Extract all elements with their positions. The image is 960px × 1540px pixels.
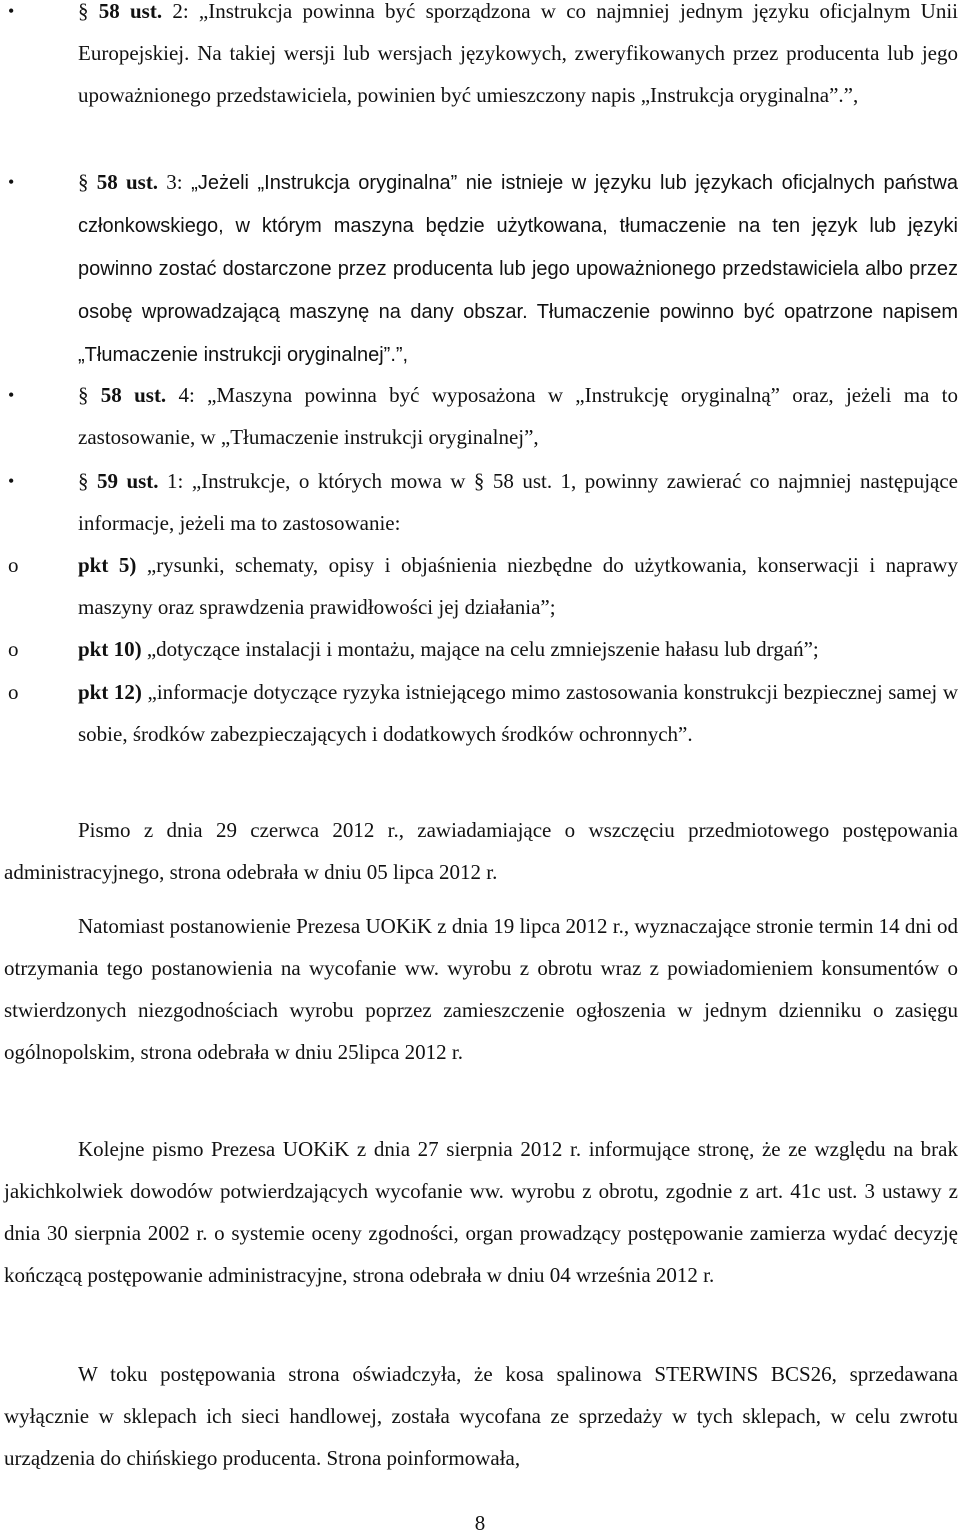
legal-provision-item bbox=[8, 0, 958, 116]
provision-text: „Instrukcje, o których mowa w § 58 ust. 1, powinny zawierać co najmniej następujące informacje, jeżeli ma to zastosowanie: bbox=[78, 469, 959, 535]
sub-provision-item bbox=[8, 544, 958, 628]
provision-reference: 58 ust. bbox=[100, 383, 167, 407]
subprovision-text: „informacje dotyczące ryzyka istniejącego mimo zastosowania konstrukcji bezpiecznej samej w sobie, środków zabezpieczających i dodatkowych środków ochronnych”. bbox=[78, 680, 958, 746]
bullet-icon: • bbox=[8, 385, 15, 405]
sub-provision-item bbox=[8, 628, 958, 670]
provision-number: 3: bbox=[158, 170, 183, 194]
body-paragraph: W toku postępowania strona oświadczyła, że kosa spalinowa STERWINS BCS26, sprzedawana wyłącznie w sklepach ich sieci handlowej, została wycofana ze sprzedaży w tych sklepach, w celu zwrotu urządzenia do chińskiego producenta. Strona poinformowała, bbox=[4, 1362, 958, 1470]
provision-number: 2: bbox=[162, 0, 189, 23]
circle-bullet-icon: o bbox=[8, 553, 19, 577]
subprovision-reference: pkt 12) bbox=[78, 680, 142, 704]
section-sign: § bbox=[78, 469, 97, 493]
body-paragraph: Pismo z dnia 29 czerwca 2012 r., zawiadamiające o wszczęciu przedmiotowego postępowania administracyjnego, strona odebrała w dniu 05 lipca 2012 r. bbox=[4, 818, 958, 884]
subprovision-text: „rysunki, schematy, opisy i objaśnienia niezbędne do użytkowania, konserwacji i naprawy maszyny oraz sprawdzenia prawidłowości jej działania”; bbox=[78, 553, 958, 619]
body-paragraph: Natomiast postanowienie Prezesa UOKiK z dnia 19 lipca 2012 r., wyznaczające stronie termin 14 dni od otrzymania tego postanowienia na wycofanie ww. wyrobu z obrotu wraz z powiadomieniem konsumentów o stwierdzonych niezgodnościach wyrobu poprzez zamieszczenie ogłoszenia w jednym dzienniku o zasięgu ogólnopolskim, strona odebrała w dniu 25lipca 2012 r. bbox=[4, 914, 958, 1064]
circle-bullet-icon: o bbox=[8, 637, 19, 661]
provision-text: „Jeżeli „Instrukcja oryginalna” nie istnieje w języku lub językach oficjalnych państwa członkowskiego, w którym maszyna będzie użytkowana, tłumaczenie na ten język lub języki powinno zostać dostarczone przez producenta lub jego upoważnionego przedstawiciela albo przez osobę wprowadzającą maszynę na dany obszar. Tłumaczenie powinno być opatrzone napisem „Tłumaczenie instrukcji oryginalnej”.”, bbox=[78, 172, 958, 366]
circle-bullet-icon: o bbox=[8, 680, 19, 704]
provision-text: „Maszyna powinna być wyposażona w „Instrukcję oryginalną” oraz, jeżeli ma to zastosowanie, w „Tłumaczenie instrukcji oryginalnej”, bbox=[78, 383, 958, 449]
section-sign: § bbox=[78, 0, 99, 23]
provision-reference: 59 ust. bbox=[96, 469, 159, 493]
bullet-icon: • bbox=[8, 1, 15, 21]
provision-number: 4: bbox=[166, 383, 195, 407]
section-sign: § bbox=[78, 170, 97, 194]
page-number: 8 bbox=[474, 1511, 486, 1535]
section-sign: § bbox=[78, 383, 101, 407]
subprovision-reference: pkt 10) bbox=[78, 637, 142, 661]
bullet-icon: • bbox=[8, 172, 15, 192]
sub-provision-item bbox=[8, 671, 958, 755]
subprovision-text: „dotyczące instalacji i montażu, mające na celu zmniejszenie hałasu lub drgań”; bbox=[141, 637, 819, 661]
provision-number: 1: bbox=[158, 469, 184, 493]
body-paragraph: Kolejne pismo Prezesa UOKiK z dnia 27 sierpnia 2012 r. informujące stronę, że ze względu na brak jakichkolwiek dowodów potwierdzających wycofanie ww. wyrobu z obrotu, zgodnie z art. 41c ust. 3 ustawy z dnia 30 sierpnia 2002 r. o systemie oceny zgodności, organ prowadzący postępowanie zamierza wydać decyzję kończącą postępowanie administracyjne, strona odebrała w dniu 04 września 2012 r. bbox=[4, 1137, 958, 1287]
subprovision-reference: pkt 5) bbox=[78, 553, 137, 577]
legal-provision-item bbox=[8, 460, 959, 544]
provision-reference: 58 ust. bbox=[96, 170, 159, 194]
provision-text: „Instrukcja powinna być sporządzona w co najmniej jednym języku oficjalnym Unii Europejskiej. Na takiej wersji lub wersjach językowych, zweryfikowanych przez producenta lub jego upoważnionego przedstawiciela, powinien być umieszczony napis „Instrukcja oryginalna”.”, bbox=[78, 0, 958, 107]
legal-provision-item bbox=[8, 374, 958, 458]
legal-provision-item bbox=[8, 161, 958, 376]
bullet-icon: • bbox=[8, 471, 15, 491]
provision-reference: 58 ust. bbox=[98, 0, 163, 23]
